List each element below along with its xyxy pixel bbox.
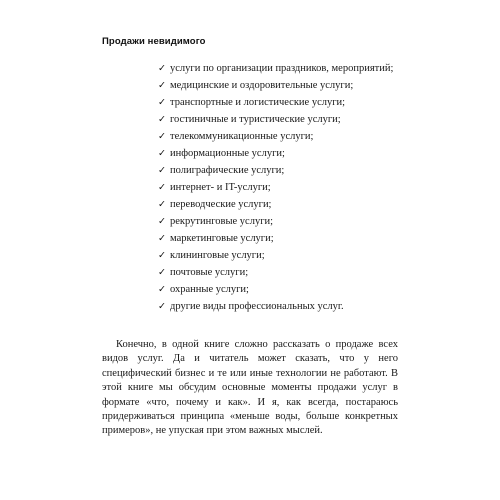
list-item xyxy=(158,113,408,127)
checkmark-icon: ✓ xyxy=(158,97,166,108)
list-item-text: медицинские и оздоровительные услуги; xyxy=(170,80,354,91)
list-item xyxy=(158,249,408,263)
body-paragraph: Конечно, в одной книге сложно рассказать о продаже всех видов услуг. Да и читатель может сказать, что у него специфический бизнес и те или иные технологии не работают. В этой книге мы обсудим основные моменты продажи услуг в формате «что, почему и как». И я, как всегда, постараюсь придерживаться принципа «меньше воды, больше конкретных примеров», не упуская при этом важных мыслей. xyxy=(102,339,398,437)
list-item xyxy=(158,283,408,297)
list-item-text: телекоммуникационные услуги; xyxy=(170,131,314,142)
checkmark-icon: ✓ xyxy=(158,233,166,244)
list-item xyxy=(158,181,408,195)
list-item-text: полиграфические услуги; xyxy=(170,165,285,176)
list-item-text: охранные услуги; xyxy=(170,284,249,295)
checkmark-icon: ✓ xyxy=(158,182,166,193)
list-item xyxy=(158,147,408,161)
list-item xyxy=(158,79,408,93)
list-item xyxy=(158,96,408,110)
list-item xyxy=(158,130,408,144)
list-item xyxy=(158,215,408,229)
list-item-text: информационные услуги; xyxy=(170,148,285,159)
checkmark-icon: ✓ xyxy=(158,199,166,210)
list-item-text: услуги по организации праздников, мероприятий; xyxy=(170,63,394,74)
checkmark-icon: ✓ xyxy=(158,301,166,312)
list-item xyxy=(158,232,408,246)
checkmark-icon: ✓ xyxy=(158,131,166,142)
list-item-text: гостиничные и туристические услуги; xyxy=(170,114,341,125)
list-item xyxy=(158,198,408,212)
list-item-text: клининговые услуги; xyxy=(170,250,265,261)
list-item xyxy=(158,300,408,314)
checkmark-icon: ✓ xyxy=(158,216,166,227)
list-item-text: почтовые услуги; xyxy=(170,267,249,278)
list-item xyxy=(158,266,408,280)
list-item xyxy=(158,164,408,178)
list-item-text: маркетинговые услуги; xyxy=(170,233,274,244)
checkmark-icon: ✓ xyxy=(158,250,166,261)
list-item-text: рекрутинговые услуги; xyxy=(170,216,274,227)
checkmark-icon: ✓ xyxy=(158,63,166,74)
checkmark-icon: ✓ xyxy=(158,80,166,91)
list-item-text: транспортные и логистические услуги; xyxy=(170,97,346,108)
checkmark-icon: ✓ xyxy=(158,148,166,159)
checkmark-icon: ✓ xyxy=(158,284,166,295)
list-item-text: интернет- и IT-услуги; xyxy=(170,182,271,193)
services-list xyxy=(158,62,408,317)
checkmark-icon: ✓ xyxy=(158,165,166,176)
list-item-text: другие виды профессиональных услуг. xyxy=(170,301,344,312)
checkmark-icon: ✓ xyxy=(158,267,166,278)
list-item-text: переводческие услуги; xyxy=(170,199,272,210)
list-item xyxy=(158,62,408,76)
running-head-title: Продажи невидимого xyxy=(102,36,206,47)
checkmark-icon: ✓ xyxy=(158,114,166,125)
